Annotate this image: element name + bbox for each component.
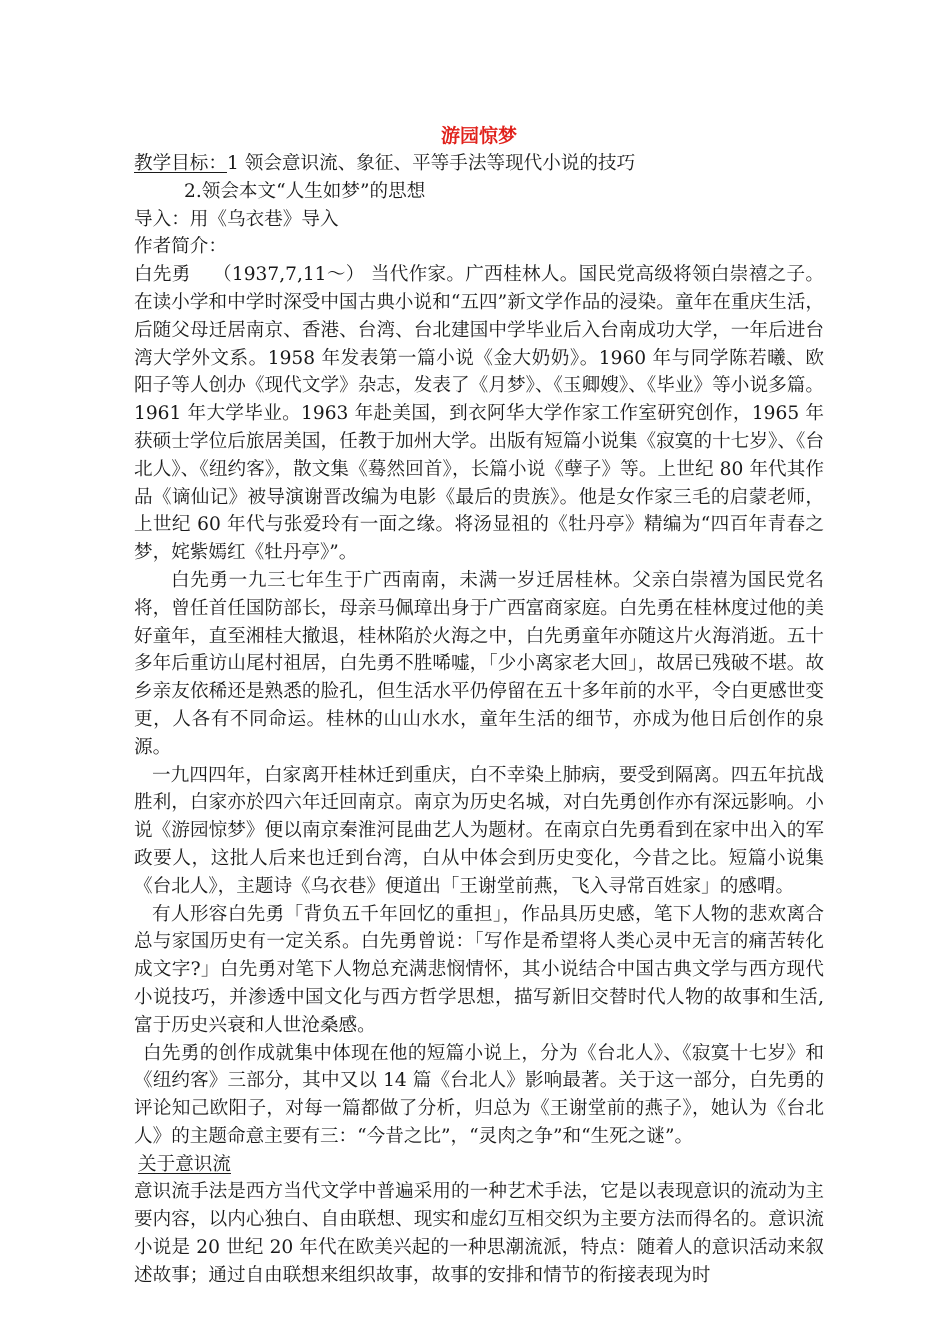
body-paragraph-1: 白先勇一九三七年生于广西南南，未满一岁迁居桂林。父亲白崇禧为国民党名将，曾任首任国防部长，母亲马佩璋出身于广西富商家庭。白先勇在桂林度过他的美好童年，直至湘桂大撤退，桂林陷於火海之中，白先勇童年亦随这片火海消逝。五十多年后重访山尾村祖居，白先勇不胜唏嘘，「少小离家老大回」，故居已残破不堪。故乡亲友依稀还是熟悉的脸孔，但生活水平仍停留在五十多年前的水平，令白更感世变更，人各有不同命运。桂林的山山水水，童年生活的细节，亦成为他日后创作的泉源。 [134,569,824,758]
document-title: 游园惊梦 [440,125,517,147]
document-page [134,122,824,1290]
teaching-goal-1-text: 1 领会意识流、象征、平等手法等现代小说的技巧 [226,153,636,174]
author-bio-paragraph [134,261,824,567]
author-bio-text: （1937,7,11～） 当代作家。广西桂林人。国民党高级将领白崇禧之子。在读小学和中学时深受中国古典小说和“五四”新文学作品的浸染。童年在重庆生活，后随父母迁居南京、香港、台湾、台北建国中学毕业后入台南成功大学，一年后进台湾大学外文系。1958 年发表第一篇小说《金大奶奶》。1960 年与同学陈若曦、欧阳子等人创办《现代文学》杂志，发表了《月梦》、《玉卿嫂》、《毕业》等小说多篇。1961 年大学毕业。1963 年赴美国，到衣阿华大学作家工作室研究创作，1965 年获硕士学位后旅居美国，任教于加州大学。出版有短篇小说集《寂寞的十七岁》、《台北人》、《纽约客》，散文集《蓦然回首》，长篇小说《孽子》等。上世纪 80 年代其作品《谪仙记》被导演谢晋改编为电影《最后的贵族》。他是女作家三毛的启蒙老师，上世纪 60 年代与张爱玲有一面之缘。将汤显祖的《牡丹亭》精编为“四百年青春之梦，姹紫嫣红《牡丹亭》”。 [134,264,824,564]
teaching-goals-label: 教学目标： [134,153,227,174]
author-heading: 作者简介： [134,236,227,258]
section-paragraph: 意识流手法是西方当代文学中普遍采用的一种艺术手法，它是以表现意识的流动为主要内容，以内心独白、自由联想、现实和虚幻互相交织为主要方法而得名的。意识流小说是 20 世纪 20 年代在欧美兴起的一种思潮流派，特点：随着人的意识活动来叙述故事；通过自由联想来组织故事，故事的安排和情节的衔接表现为时 [134,1181,824,1286]
body-paragraph-4: 白先勇的创作成就集中体现在他的短篇小说上，分为《台北人》、《寂寞十七岁》和《纽约客》三部分，其中又以 14 篇《台北人》影响最著。关于这一部分，白先勇的评论知己欧阳子，对每一篇都做了分析，归总为《王谢堂前的燕子》，她认为《台北人》的主题命意主要有三：“今昔之比”，“灵肉之争”和“生死之谜”。 [134,1042,824,1147]
body-paragraph-3: 有人形容白先勇「背负五千年回忆的重担」，作品具历史感，笔下人物的悲欢离合总与家国历史有一定关系。白先勇曾说：「写作是希望将人类心灵中无言的痛苦转化成文字?」白先勇对笔下人物总充满悲悯情怀，其小说结合中国古典文学与西方现代小说技巧，并渗透中国文化与西方哲学思想，描写新旧交替时代人物的故事和生活,富于历史兴衰和人世沧桑感。 [134,903,824,1036]
teaching-goal-2: 2.领会本文“人生如梦”的思想 [184,180,426,202]
author-name: 白先勇 [134,264,191,286]
section-heading-text: 关于意识流 [138,1153,231,1175]
intro-line: 导入：用《乌衣巷》导入 [134,208,339,230]
body-paragraph-2: 一九四四年，白家离开桂林迁到重庆，白不幸染上肺病，要受到隔离。四五年抗战胜利，白家亦於四六年迁回南京。南京为历史名城，对白先勇创作亦有深远影响。小说《游园惊梦》便以南京秦淮河昆曲艺人为题材。在南京白先勇看到在家中出入的军政要人，这批人后来也迁到台湾，白从中体会到历史变化，今昔之比。短篇小说集《台北人》，主题诗《乌衣巷》便道出「王谢堂前燕，飞入寻常百姓家」的感喟。 [134,764,824,897]
section-heading [134,1151,824,1179]
teaching-goal-1 [134,150,824,178]
